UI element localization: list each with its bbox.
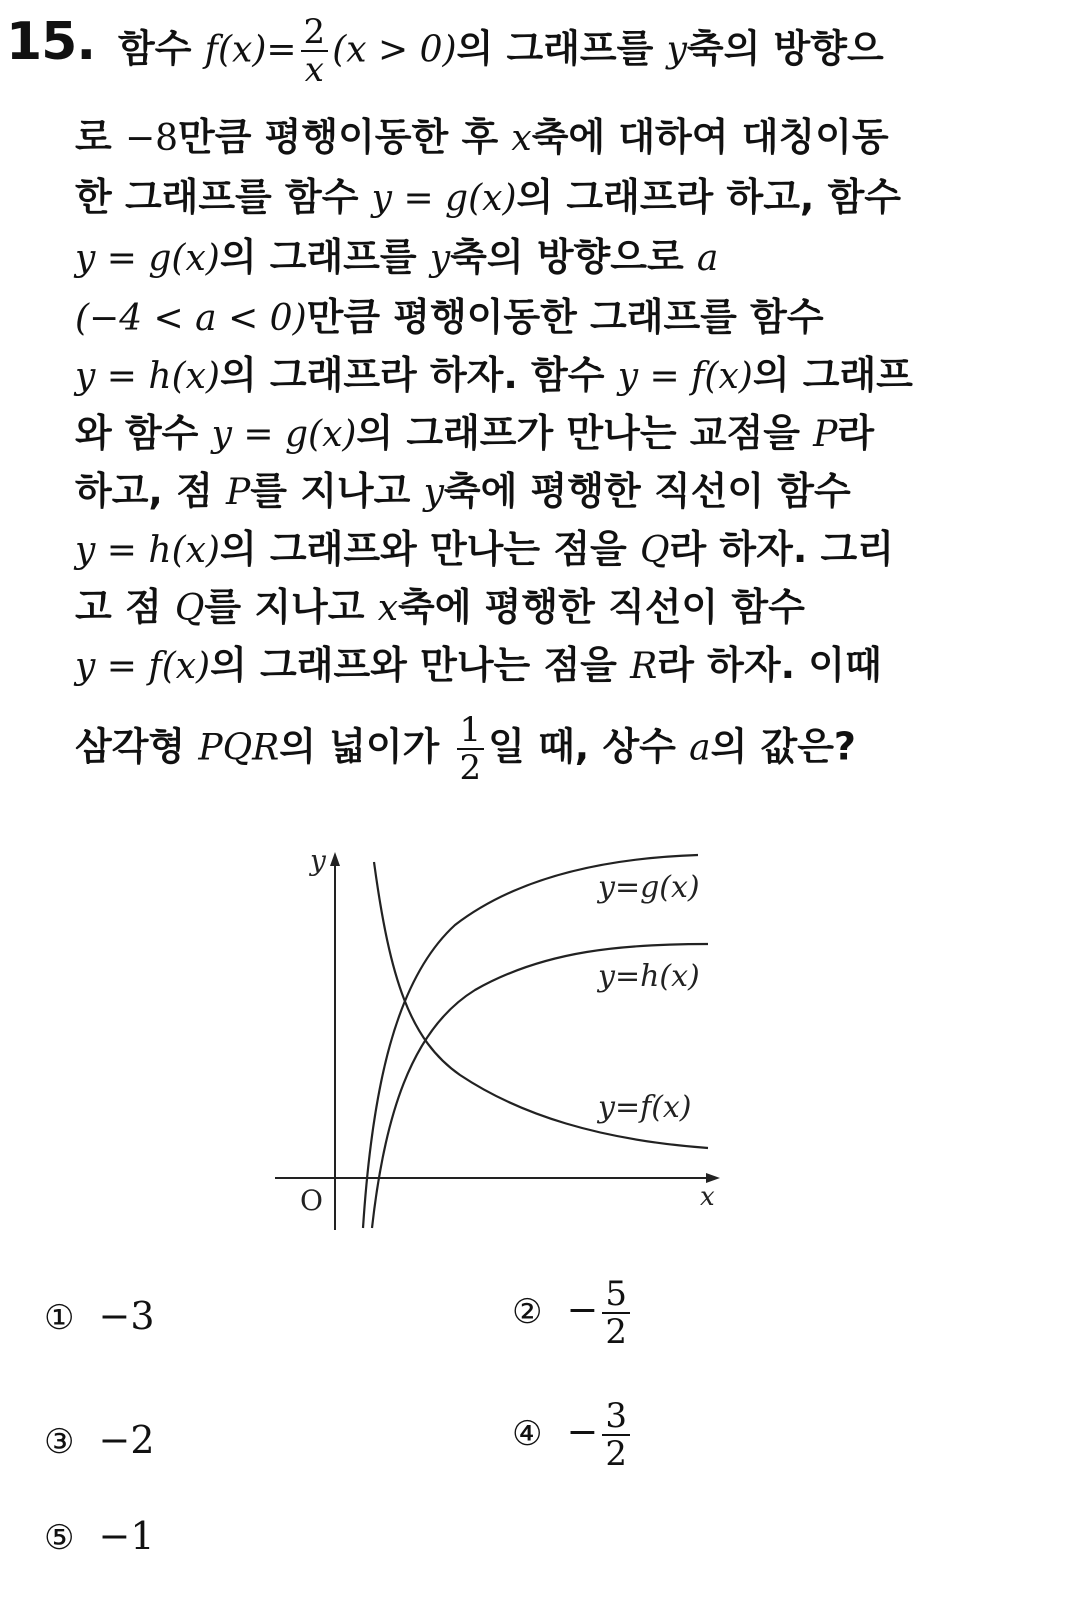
frac-num: 3 — [602, 1398, 630, 1436]
choice-fraction — [602, 1276, 630, 1350]
choice-value: 1 — [130, 1514, 155, 1558]
choice-sign: − — [566, 1287, 599, 1332]
frac-den: x — [304, 50, 324, 90]
choice-mark: ③ — [44, 1422, 75, 1462]
choice-1[interactable] — [44, 1294, 155, 1338]
choice-4[interactable] — [512, 1398, 634, 1472]
text: 만큼 평행이동한 후 — [178, 115, 512, 159]
axes — [275, 852, 720, 1230]
math-x: x — [377, 588, 399, 629]
text: 의 넓이가 — [279, 724, 453, 769]
text: 축의 방향으 — [686, 26, 884, 71]
choice-3[interactable] — [44, 1418, 155, 1462]
text: 의 그래프라 하고, 함수 — [516, 175, 901, 219]
math-PQR: PQR — [198, 727, 280, 769]
text: 만큼 평행이동한 그래프를 함수 — [306, 295, 824, 339]
choice-mark: ① — [44, 1298, 75, 1338]
text: 의 그래프를 — [219, 235, 430, 279]
text: 의 그래프 — [752, 353, 913, 397]
text: 의 그래프와 만나는 점을 — [219, 527, 640, 571]
text: 의 그래프라 하자. 함수 — [219, 353, 618, 397]
text: 의 그래프를 — [456, 26, 654, 71]
text: 일 때, 상수 — [488, 724, 690, 769]
text: 한 그래프를 함수 — [75, 175, 372, 219]
math-cond: (x > 0) — [332, 29, 457, 71]
choice-sign: − — [98, 1418, 131, 1462]
math-yfx: y = f(x) — [617, 356, 753, 397]
math-range: (−4 < a < 0) — [75, 298, 307, 339]
math-yfx: y = f(x) — [75, 646, 211, 687]
choice-2[interactable] — [512, 1276, 634, 1350]
math-yhx: y = h(x) — [75, 530, 220, 571]
label-f: y=f(x) — [598, 1090, 692, 1125]
math-ygx: y = g(x) — [211, 414, 357, 455]
math-minus8: −8 — [124, 118, 179, 159]
origin-label: O — [300, 1184, 323, 1217]
text: 축에 대하여 대칭이동 — [531, 115, 889, 159]
choice-sign: − — [98, 1514, 131, 1558]
y-axis-label: y — [310, 844, 326, 877]
text: 라 — [837, 411, 875, 455]
text: 라 하자. 그리 — [669, 527, 894, 571]
math-y: y — [429, 238, 451, 279]
label-g: y=g(x) — [598, 870, 700, 905]
frac-den: 2 — [459, 748, 482, 788]
math-ygx: y = g(x) — [75, 238, 220, 279]
math-x: x — [511, 118, 532, 159]
text: 의 그래프와 만나는 점을 — [210, 643, 631, 687]
math-Q: Q — [639, 530, 670, 571]
choice-mark: ② — [512, 1291, 543, 1332]
text: 로 — [75, 115, 125, 159]
text: 축에 평행한 직선이 함수 — [443, 469, 851, 513]
text: 축의 방향으로 — [450, 235, 697, 279]
math-a: a — [689, 727, 711, 769]
frac-den: 2 — [605, 1434, 627, 1474]
frac-num: 1 — [457, 712, 485, 750]
choice-5[interactable] — [44, 1514, 155, 1558]
math-yhx: y = h(x) — [75, 356, 220, 397]
choice-sign: − — [566, 1409, 599, 1454]
text: 고 점 — [75, 585, 175, 629]
math-ygx: y = g(x) — [371, 178, 517, 219]
math-P: P — [813, 414, 838, 455]
frac-num: 2 — [301, 14, 329, 52]
text: 라 하자. 이때 — [657, 643, 882, 687]
math-y: y — [666, 29, 687, 71]
math-y: y — [423, 472, 444, 513]
math-eq: = — [266, 29, 297, 71]
curve-g — [363, 855, 698, 1228]
math-a: a — [696, 238, 719, 279]
question-number: 15. — [6, 12, 96, 72]
text: 를 지나고 — [204, 585, 378, 629]
text: 의 값은? — [710, 724, 856, 769]
text: 함수 — [118, 26, 192, 71]
text: 축에 평행한 직선이 함수 — [398, 585, 805, 629]
text: 와 함수 — [75, 411, 212, 455]
choice-value: 3 — [130, 1294, 155, 1338]
choice-mark: ⑤ — [44, 1518, 75, 1558]
text: 의 그래프가 만나는 교점을 — [356, 411, 814, 455]
text: 하고, 점 — [75, 469, 227, 513]
x-axis-label: x — [700, 1182, 715, 1212]
choice-mark: ④ — [512, 1413, 543, 1454]
label-h: y=h(x) — [598, 959, 700, 994]
text: 삼각형 — [75, 724, 199, 769]
math-fx: f(x) — [204, 29, 267, 71]
choice-fraction — [602, 1398, 630, 1472]
choice-value: 2 — [130, 1418, 155, 1462]
choice-sign: − — [98, 1294, 131, 1338]
frac-num: 5 — [602, 1276, 630, 1314]
text: 를 지나고 — [250, 469, 424, 513]
math-R: R — [630, 646, 658, 687]
math-Q: Q — [174, 588, 205, 629]
y-axis-arrow-icon — [330, 852, 340, 866]
math-P: P — [226, 472, 251, 513]
frac-den: 2 — [605, 1312, 627, 1352]
